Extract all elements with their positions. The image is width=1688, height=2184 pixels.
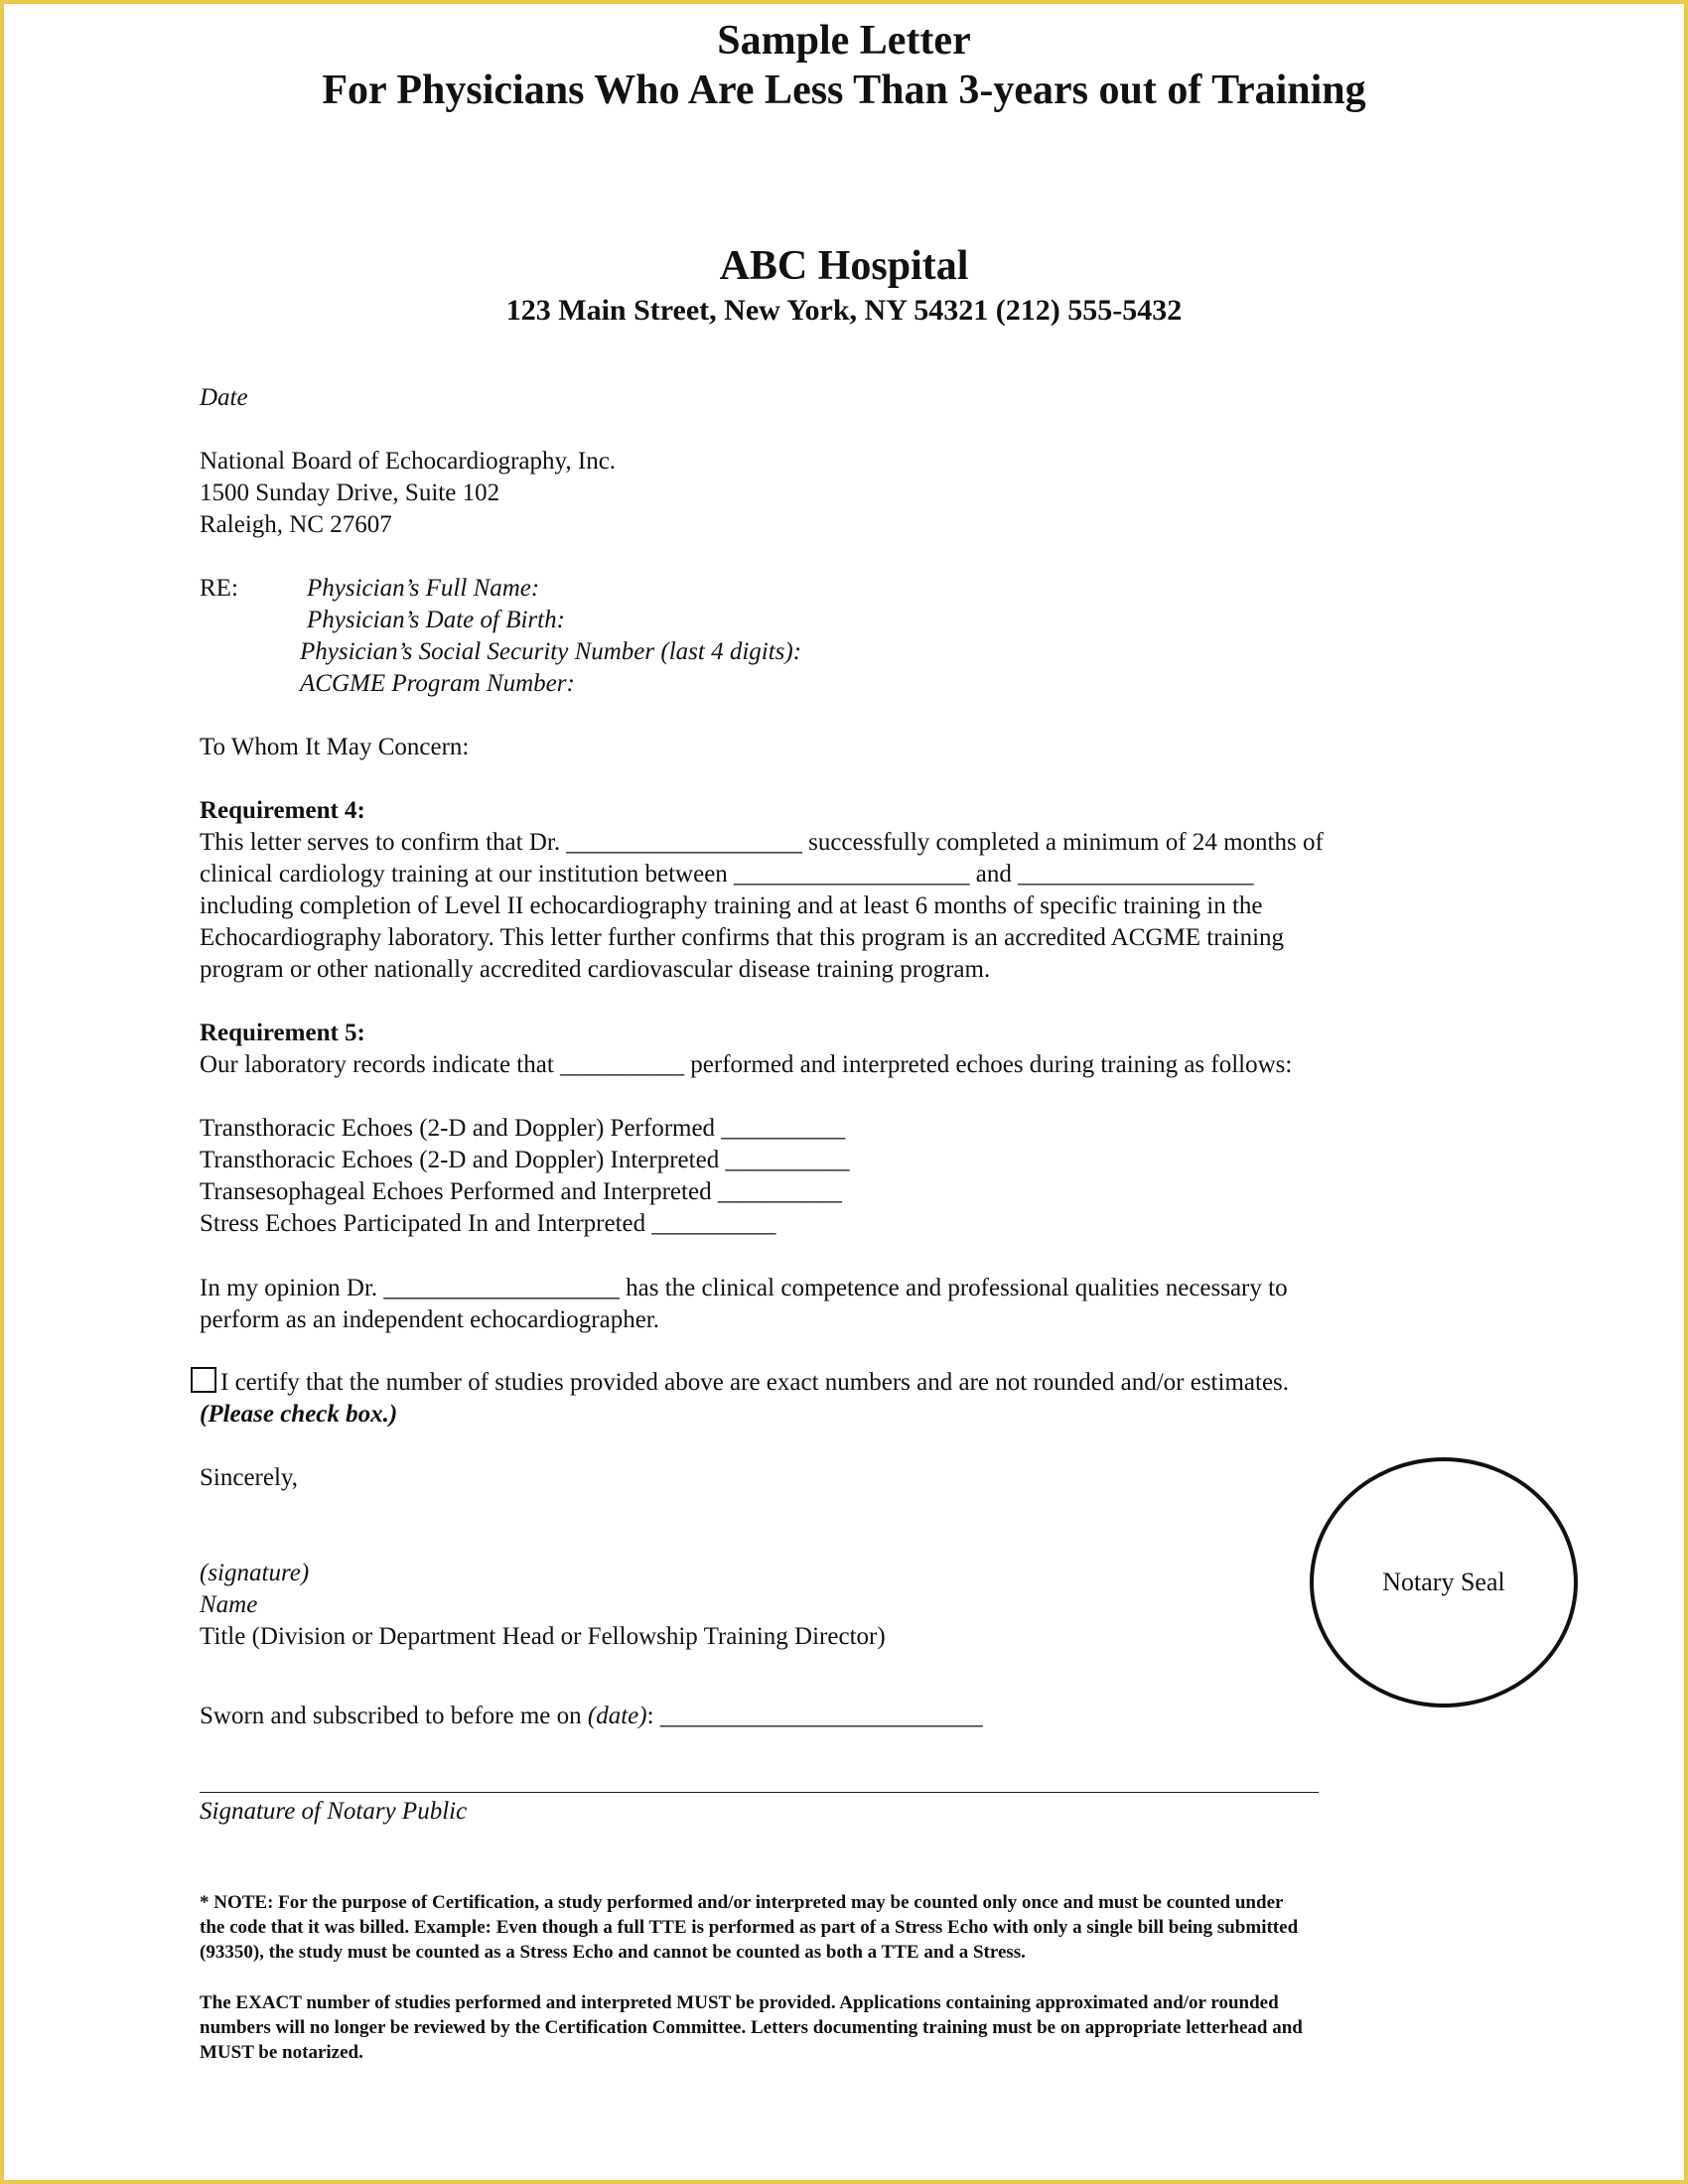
recipient-line-1: National Board of Echocardiography, Inc. xyxy=(200,448,617,475)
notary-signature-label: Signature of Notary Public xyxy=(200,1798,468,1825)
notary-seal xyxy=(1310,1457,1578,1707)
re-ssn: Physician’s Social Security Number (last 4 digits): xyxy=(300,638,802,665)
certify-checkbox[interactable] xyxy=(191,1367,216,1393)
footnote-line: the code that it was billed. Example: Even though a full TTE is performed as part of a Stress Echo with only a single bill being submitted xyxy=(200,1917,1299,1938)
notary-seal-label: Notary Seal xyxy=(1382,1568,1505,1596)
footnote-line: numbers will no longer be reviewed by the Certification Committee. Letters documenting training must be on appropriate letterhead and xyxy=(200,2017,1303,2038)
sworn-date-label: (date) xyxy=(587,1703,647,1729)
echo-count-item: Stress Echoes Participated In and Interpreted __________ xyxy=(200,1210,776,1237)
requirement-5-heading: Requirement 5: xyxy=(200,1020,365,1046)
sworn-prefix: Sworn and subscribed to before me on xyxy=(200,1703,588,1729)
sworn-line xyxy=(200,1701,1490,1732)
re-acgme-number: ACGME Program Number: xyxy=(300,670,575,697)
closing-sincerely: Sincerely, xyxy=(200,1464,299,1491)
footnote-line: (93350), the study must be counted as a Stress Echo and cannot be counted as both a TTE and a Stress. xyxy=(200,1942,1026,1963)
notary-signature-line xyxy=(200,1792,1319,1793)
certify-text: I certify that the number of studies provided above are exact numbers and are not rounded and/or estimates. xyxy=(220,1369,1290,1396)
re-full-name: Physician’s Full Name: xyxy=(307,575,540,602)
signature-label: (signature) xyxy=(200,1560,310,1586)
echo-count-item: Transthoracic Echoes (2-D and Doppler) Interpreted __________ xyxy=(200,1147,850,1173)
opinion-line: In my opinion Dr. ___________________ has the clinical competence and professional qualities necessary to xyxy=(200,1275,1288,1301)
salutation: To Whom It May Concern: xyxy=(200,734,470,760)
requirement-4-line: Echocardiography laboratory. This letter further confirms that this program is an accredited ACGME training xyxy=(200,924,1285,951)
title-line-2: For Physicians Who Are Less Than 3-years out of Training xyxy=(322,68,1366,113)
echo-count-item: Transthoracic Echoes (2-D and Doppler) Performed __________ xyxy=(200,1115,846,1142)
requirement-4-line: including completion of Level II echocardiography training and at least 6 months of specific training in the xyxy=(200,892,1263,919)
recipient-line-2: 1500 Sunday Drive, Suite 102 xyxy=(200,479,500,506)
name-label: Name xyxy=(200,1591,258,1618)
recipient-line-3: Raleigh, NC 27607 xyxy=(200,511,392,538)
requirement-4-heading: Requirement 4: xyxy=(200,797,365,824)
footnote-line: MUST be notarized. xyxy=(200,2042,363,2063)
requirement-4-line: This letter serves to confirm that Dr. ___________________ successfully completed a minimum of 24 months of xyxy=(200,829,1324,856)
certify-note: (Please check box.) xyxy=(200,1401,398,1428)
title-label: Title (Division or Department Head or Fellowship Training Director) xyxy=(200,1623,886,1650)
echo-count-item: Transesophageal Echoes Performed and Interpreted __________ xyxy=(200,1178,842,1205)
hospital-address: 123 Main Street, New York, NY 54321 (212) 555-5432 xyxy=(505,294,1183,327)
footnote-line: The EXACT number of studies performed and interpreted MUST be provided. Applications containing approximated and/or rounded xyxy=(200,1992,1279,2013)
title-line-1: Sample Letter xyxy=(717,18,971,64)
re-date-of-birth: Physician’s Date of Birth: xyxy=(307,607,565,633)
requirement-5-line: Our laboratory records indicate that __________ performed and interpreted echoes during training as follows: xyxy=(200,1051,1293,1078)
hospital-name: ABC Hospital xyxy=(719,243,969,289)
sworn-date-blank: : __________________________ xyxy=(646,1703,983,1729)
date-label: Date xyxy=(200,384,248,411)
requirement-4-line: clinical cardiology training at our institution between ___________________ and ___________________ xyxy=(200,861,1254,887)
footnote-line: * NOTE: For the purpose of Certification, a study performed and/or interpreted may be counted only once and must be counted under xyxy=(200,1892,1284,1913)
re-label: RE: xyxy=(200,575,238,602)
opinion-line: perform as an independent echocardiographer. xyxy=(200,1306,659,1333)
requirement-4-line: program or other nationally accredited cardiovascular disease training program. xyxy=(200,956,991,983)
